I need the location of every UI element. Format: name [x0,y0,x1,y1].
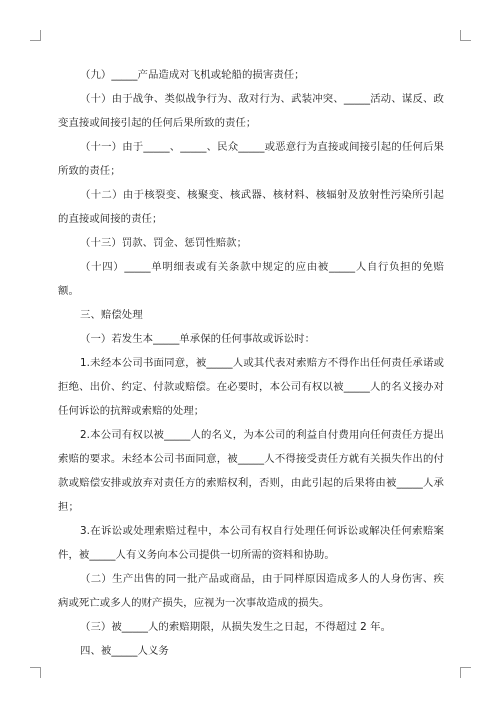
clause-12: （十二）由于核裂变、核聚变、核武器、核材料、核辐射及放射性污染所引起的直接或间接的责任； [58,189,444,225]
claims-item-3: （三）被_____人的索赔期限，从损失发生之日起，不得超过 2 年。 [80,621,392,633]
clause-11: （十一）由于_____、_____、民众_____或恶意行为直接或间接引起的任何后果所致的责任； [58,141,444,177]
document-body [58,63,444,663]
clause-10: （十）由于战争、类似战争行为、敌对行为、武装冲突、_____活动、谋反、政变直接或间接引起的任何后果所致的责任； [58,93,444,129]
claims-subitem-3: 3.在诉讼或处理索赔过程中，本公司有权自行处理任何诉讼或解决任何索赔案件，被_____人有义务向本公司提供一切所需的资料和协助。 [58,525,444,561]
clause-9: （九）_____产品造成对飞机或轮船的损害责任； [80,69,305,81]
claims-item-2: （二）生产出售的同一批产品或商品，由于同样原因造成多人的人身伤害、疾病或死亡或多人的财产损失，应视为一次事故造成的损失。 [58,573,444,609]
clause-14: （十四）_____单明细表或有关条款中规定的应由被_____人自行负担的免赔额。 [58,261,444,297]
crop-mark-bottom-right [460,667,471,678]
claims-subitem-1: 1.未经本公司书面同意，被_____人或其代表对索赔方不得作出任何责任承诺或拒绝、出价、约定、付款或赔偿。在必要时，本公司有权以被_____人的名义接办对任何诉讼的抗辩或索赔的处理； [58,357,444,417]
section-heading-4: 四、被_____人义务 [80,645,169,657]
claims-item-1: （一）若发生本_____单承保的任何事故或诉讼时： [80,333,316,345]
crop-mark-top-left [30,30,41,41]
crop-mark-top-right [460,30,471,41]
claims-subitem-2: 2.本公司有权以被_____人的名义，为本公司的利益自付费用向任何责任方提出索赔的要求。未经本公司书面同意，被_____人不得接受责任方就有关损失作出的付款或赔偿安排或放弃对责任方的索赔权利，否则，由此引起的后果将由被_____人承担； [58,429,444,513]
section-heading-3: 三、赔偿处理 [80,309,143,321]
crop-mark-bottom-left [30,667,41,678]
clause-13: （十三）罚款、罚金、惩罚性赔款； [80,237,248,249]
